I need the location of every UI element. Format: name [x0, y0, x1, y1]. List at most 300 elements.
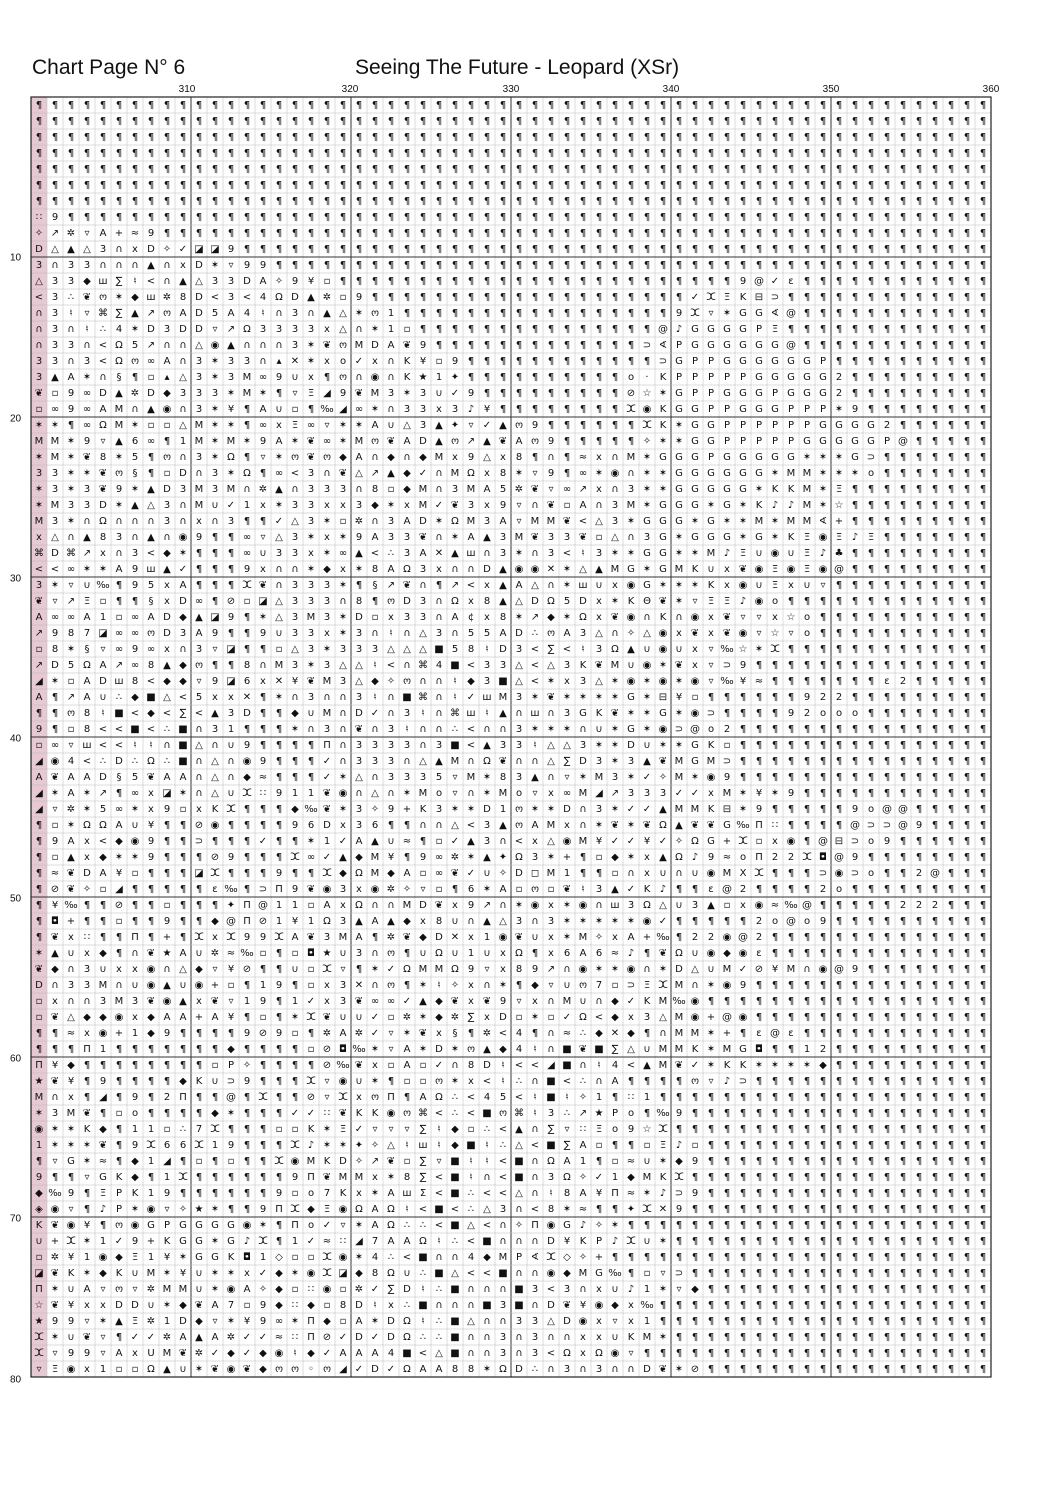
- stitch-symbol: ¶: [756, 1188, 762, 1199]
- stitch-symbol: ¶: [212, 532, 218, 543]
- stitch-symbol: ¶: [756, 1124, 762, 1135]
- stitch-symbol: ¶: [756, 196, 762, 207]
- stitch-symbol: ✶: [211, 1268, 219, 1279]
- stitch-symbol: ◆: [627, 1028, 635, 1039]
- stitch-symbol: ≈: [723, 852, 731, 863]
- stitch-symbol: ¶: [916, 644, 922, 655]
- stitch-symbol: ¶: [404, 132, 410, 143]
- stitch-symbol: ▿: [820, 580, 825, 591]
- stitch-symbol: D: [355, 708, 363, 719]
- stitch-symbol: ¶: [948, 852, 954, 863]
- stitch-symbol: ¶: [756, 1204, 762, 1215]
- stitch-symbol: ¶: [404, 852, 410, 863]
- stitch-symbol: ¶: [964, 1188, 970, 1199]
- stitch-symbol: ▴: [276, 356, 281, 367]
- stitch-symbol: ✧: [499, 868, 507, 879]
- stitch-symbol: ¶: [196, 164, 202, 175]
- stitch-symbol: M: [419, 500, 428, 511]
- stitch-symbol: <: [115, 740, 123, 751]
- stitch-symbol: ¶: [164, 196, 170, 207]
- stitch-symbol: 8: [84, 708, 90, 719]
- stitch-symbol: П: [243, 900, 251, 911]
- stitch-symbol: 3: [228, 516, 234, 527]
- stitch-symbol: ¶: [964, 884, 970, 895]
- stitch-symbol: ¶: [564, 148, 570, 159]
- stitch-symbol: ✓: [627, 836, 635, 847]
- stitch-symbol: ∪: [211, 1076, 218, 1087]
- stitch-symbol: ¶: [244, 116, 250, 127]
- stitch-symbol: ✶: [579, 692, 587, 703]
- stitch-symbol: ♮: [437, 1140, 441, 1151]
- stitch-symbol: ◆: [627, 1172, 635, 1183]
- stitch-symbol: M: [675, 772, 684, 783]
- stitch-symbol: 9: [292, 276, 298, 287]
- stitch-symbol: ¶: [132, 884, 138, 895]
- stitch-symbol: ¶: [980, 1204, 986, 1215]
- stitch-symbol: ▿: [100, 436, 105, 447]
- stitch-symbol: ¶: [948, 164, 954, 175]
- stitch-symbol: 3: [36, 356, 42, 367]
- stitch-symbol: 8: [436, 916, 442, 927]
- stitch-symbol: ¶: [612, 404, 618, 415]
- stitch-symbol: ¶: [900, 276, 906, 287]
- stitch-symbol: ✶: [67, 468, 75, 479]
- stitch-symbol: ¶: [788, 948, 794, 959]
- stitch-symbol: ∩: [435, 692, 442, 703]
- stitch-symbol: ◉: [707, 868, 716, 879]
- stitch-symbol: 9: [356, 292, 362, 303]
- stitch-symbol: ✶: [307, 564, 315, 575]
- stitch-symbol: ¶: [772, 740, 778, 751]
- stitch-symbol: ◆: [67, 1060, 75, 1071]
- stitch-symbol: ¶: [820, 1028, 826, 1039]
- stitch-symbol: ✶: [787, 1060, 795, 1071]
- stitch-symbol: ■: [546, 1140, 555, 1151]
- stitch-symbol: Ω: [547, 1156, 555, 1167]
- stitch-symbol: ¶: [788, 1108, 794, 1119]
- stitch-symbol: @: [850, 820, 860, 831]
- stitch-symbol: x: [180, 260, 186, 271]
- stitch-symbol: ¶: [340, 116, 346, 127]
- stitch-symbol: ¶: [36, 900, 42, 911]
- stitch-symbol: ¶: [884, 564, 890, 575]
- stitch-symbol: A: [276, 436, 283, 447]
- stitch-symbol: ✶: [115, 500, 123, 511]
- stitch-symbol: ¶: [788, 1300, 794, 1311]
- stitch-symbol: ¶: [932, 452, 938, 463]
- stitch-symbol: ▲: [643, 756, 651, 767]
- stitch-symbol: ¶: [612, 1252, 618, 1263]
- stitch-symbol: 3: [340, 676, 346, 687]
- stitch-symbol: ✶: [499, 980, 507, 991]
- stitch-symbol: ¶: [740, 148, 746, 159]
- stitch-symbol: ¶: [724, 260, 730, 271]
- stitch-symbol: ¶: [36, 1044, 42, 1055]
- stitch-symbol: ¶: [148, 100, 154, 111]
- stitch-symbol: A: [356, 1316, 363, 1327]
- stitch-symbol: ▿: [484, 964, 489, 975]
- stitch-symbol: ¶: [820, 1316, 826, 1327]
- stitch-symbol: ◪: [194, 868, 203, 879]
- stitch-symbol: ✶: [371, 1188, 379, 1199]
- stitch-symbol: M: [675, 980, 684, 991]
- stitch-symbol: ∩: [595, 500, 602, 511]
- stitch-symbol: ¶: [948, 836, 954, 847]
- stitch-symbol: A: [292, 932, 299, 943]
- stitch-symbol: ¶: [900, 852, 906, 863]
- stitch-symbol: ▫: [340, 1284, 347, 1295]
- stitch-symbol: 3: [260, 324, 266, 335]
- stitch-symbol: ■: [562, 1060, 571, 1071]
- stitch-symbol: ¶: [36, 180, 42, 191]
- stitch-symbol: △: [275, 532, 283, 543]
- stitch-symbol: ∩: [627, 532, 634, 543]
- stitch-symbol: ▿: [164, 1204, 169, 1215]
- stitch-symbol: ¶: [308, 148, 314, 159]
- stitch-symbol: ¶: [868, 1012, 874, 1023]
- stitch-symbol: ¶: [804, 1028, 810, 1039]
- stitch-symbol: ∩: [355, 788, 362, 799]
- stitch-symbol: 9: [228, 612, 234, 623]
- stitch-symbol: K: [340, 1188, 347, 1199]
- stitch-symbol: ¶: [964, 292, 970, 303]
- stitch-symbol: ✓: [595, 1172, 603, 1183]
- stitch-symbol: ✶: [67, 820, 75, 831]
- stitch-symbol: 3: [228, 356, 234, 367]
- stitch-symbol: ¶: [324, 196, 330, 207]
- stitch-symbol: x: [612, 580, 618, 591]
- stitch-symbol: P: [884, 436, 890, 447]
- stitch-symbol: A: [84, 676, 91, 687]
- stitch-symbol: ¥: [228, 964, 234, 975]
- stitch-symbol: 3: [340, 884, 346, 895]
- stitch-symbol: П: [291, 1220, 299, 1231]
- stitch-symbol: ¶: [932, 916, 938, 927]
- stitch-symbol: ¶: [724, 708, 730, 719]
- stitch-symbol: 3: [356, 500, 362, 511]
- stitch-symbol: ❦: [35, 388, 43, 399]
- stitch-symbol: ◆: [147, 1028, 155, 1039]
- stitch-symbol: ¶: [948, 916, 954, 927]
- stitch-symbol: ✶: [243, 436, 251, 447]
- stitch-symbol: ¶: [292, 100, 298, 111]
- stitch-symbol: ◆: [355, 1268, 363, 1279]
- stitch-symbol: ✶: [35, 484, 43, 495]
- stitch-symbol: A: [68, 772, 75, 783]
- stitch-symbol: ¶: [788, 868, 794, 879]
- stitch-symbol: ¶: [180, 932, 186, 943]
- stitch-symbol: A: [148, 612, 155, 623]
- stitch-symbol: ¶: [196, 212, 202, 223]
- stitch-symbol: ▫: [36, 996, 43, 1007]
- stitch-symbol: ¶: [724, 692, 730, 703]
- stitch-symbol: ¶: [916, 196, 922, 207]
- stitch-symbol: ◉: [835, 868, 844, 879]
- stitch-symbol: ⵋ: [210, 1124, 220, 1135]
- stitch-symbol: Ξ: [724, 596, 730, 607]
- stitch-symbol: ¶: [276, 244, 282, 255]
- stitch-symbol: ¶: [500, 388, 506, 399]
- stitch-symbol: A: [116, 564, 123, 575]
- stitch-symbol: ¶: [884, 356, 890, 367]
- stitch-symbol: ¶: [948, 324, 954, 335]
- stitch-symbol: ¶: [756, 1236, 762, 1247]
- stitch-symbol: ∴: [420, 1220, 426, 1231]
- stitch-symbol: ¶: [164, 164, 170, 175]
- stitch-symbol: 3: [660, 788, 666, 799]
- stitch-symbol: ∩: [531, 1236, 538, 1247]
- stitch-symbol: M: [323, 676, 332, 687]
- stitch-symbol: A: [516, 436, 523, 447]
- stitch-symbol: ¶: [100, 180, 106, 191]
- stitch-symbol: ▫: [612, 1156, 619, 1167]
- stitch-symbol: M: [163, 1284, 172, 1295]
- stitch-symbol: ¶: [804, 660, 810, 671]
- stitch-symbol: ◆: [323, 564, 331, 575]
- stitch-symbol: ¶: [804, 276, 810, 287]
- stitch-symbol: ¶: [612, 340, 618, 351]
- stitch-symbol: x: [340, 564, 346, 575]
- stitch-symbol: ¶: [116, 1332, 122, 1343]
- stitch-symbol: ¶: [820, 308, 826, 319]
- stitch-symbol: A: [84, 612, 91, 623]
- stitch-symbol: ◉: [35, 1124, 44, 1135]
- stitch-symbol: ∩: [659, 1028, 666, 1039]
- stitch-symbol: ¶: [932, 596, 938, 607]
- stitch-symbol: <: [371, 548, 379, 559]
- stitch-symbol: ¶: [836, 1300, 842, 1311]
- stitch-symbol: △: [579, 564, 587, 575]
- stitch-symbol: ∩: [515, 756, 522, 767]
- stitch-symbol: ¶: [244, 1156, 250, 1167]
- stitch-symbol: 3: [580, 740, 586, 751]
- stitch-symbol: ▿: [84, 1172, 89, 1183]
- stitch-symbol: ¶: [244, 100, 250, 111]
- stitch-symbol: ¶: [980, 292, 986, 303]
- stitch-symbol: ▫: [340, 516, 347, 527]
- stitch-symbol: ¶: [948, 596, 954, 607]
- stitch-symbol: ¶: [740, 1156, 746, 1167]
- stitch-symbol: ∩: [355, 324, 362, 335]
- stitch-symbol: ⊘: [323, 1044, 331, 1055]
- stitch-symbol: ¶: [708, 1348, 714, 1359]
- stitch-symbol: ∪: [131, 820, 138, 831]
- stitch-symbol: ¶: [932, 1188, 938, 1199]
- stitch-symbol: D: [483, 564, 491, 575]
- stitch-symbol: D: [163, 612, 171, 623]
- stitch-symbol: ¶: [628, 132, 634, 143]
- stitch-symbol: ▲: [227, 340, 235, 351]
- stitch-symbol: 2: [932, 900, 938, 911]
- stitch-symbol: ¶: [324, 244, 330, 255]
- stitch-symbol: G: [819, 420, 827, 431]
- stitch-symbol: ❦: [339, 468, 347, 479]
- stitch-symbol: ¶: [804, 676, 810, 687]
- stitch-symbol: ¶: [852, 132, 858, 143]
- stitch-symbol: 3: [388, 532, 394, 543]
- stitch-symbol: ≈: [627, 1188, 635, 1199]
- stitch-symbol: ¶: [644, 1076, 650, 1087]
- stitch-symbol: 9: [692, 1156, 698, 1167]
- stitch-symbol: ♮: [533, 1108, 537, 1119]
- stitch-symbol: ✓: [259, 836, 267, 847]
- stitch-symbol: ¶: [468, 276, 474, 287]
- stitch-symbol: ¶: [964, 1284, 970, 1295]
- stitch-symbol: ✧: [595, 932, 603, 943]
- stitch-symbol: @: [898, 436, 908, 447]
- stitch-symbol: ¶: [964, 1364, 970, 1375]
- stitch-symbol: ∴: [100, 756, 106, 767]
- stitch-symbol: ¶: [644, 244, 650, 255]
- stitch-symbol: ¶: [580, 324, 586, 335]
- stitch-symbol: ¶: [148, 1108, 154, 1119]
- stitch-symbol: P: [676, 372, 682, 383]
- stitch-symbol: ¶: [804, 836, 810, 847]
- stitch-symbol: x: [164, 596, 170, 607]
- stitch-symbol: ✶: [387, 1172, 395, 1183]
- stitch-symbol: ¶: [756, 180, 762, 191]
- stitch-symbol: 3: [452, 404, 458, 415]
- stitch-symbol: ∩: [179, 516, 186, 527]
- stitch-symbol: ∪: [67, 948, 74, 959]
- stitch-symbol: ¶: [724, 1268, 730, 1279]
- stitch-symbol: K: [228, 1252, 235, 1263]
- stitch-symbol: 9: [740, 276, 746, 287]
- stitch-symbol: ¶: [644, 276, 650, 287]
- stitch-symbol: ¥: [644, 836, 650, 847]
- stitch-symbol: ▲: [595, 564, 603, 575]
- stitch-symbol: ¶: [292, 1092, 298, 1103]
- stitch-symbol: A: [180, 1012, 187, 1023]
- stitch-symbol: ¶: [868, 404, 874, 415]
- stitch-symbol: @: [226, 916, 236, 927]
- stitch-symbol: ∢: [819, 516, 827, 527]
- stitch-symbol: ¶: [660, 180, 666, 191]
- stitch-symbol: ¶: [772, 1364, 778, 1375]
- stitch-symbol: ¶: [772, 244, 778, 255]
- stitch-symbol: ✶: [67, 484, 75, 495]
- stitch-symbol: ✶: [227, 1316, 235, 1327]
- stitch-symbol: ¶: [660, 260, 666, 271]
- stitch-symbol: 9: [500, 996, 506, 1007]
- stitch-symbol: ∪: [67, 1284, 74, 1295]
- stitch-symbol: o: [836, 884, 842, 895]
- stitch-symbol: ¶: [916, 340, 922, 351]
- stitch-symbol: ¶: [516, 132, 522, 143]
- stitch-symbol: ¶: [948, 1364, 954, 1375]
- stitch-symbol: 3: [500, 1300, 506, 1311]
- stitch-symbol: ¶: [980, 500, 986, 511]
- stitch-symbol: x: [628, 1300, 634, 1311]
- stitch-symbol: ¶: [68, 100, 74, 111]
- stitch-symbol: ◘: [819, 852, 827, 863]
- stitch-symbol: G: [755, 468, 763, 479]
- stitch-symbol: D: [115, 1300, 123, 1311]
- stitch-symbol: ¶: [900, 532, 906, 543]
- stitch-symbol: ¶: [852, 660, 858, 671]
- stitch-symbol: ¶: [884, 548, 890, 559]
- stitch-symbol: ∴: [388, 548, 394, 559]
- stitch-symbol: ¶: [228, 820, 234, 831]
- stitch-symbol: 9: [852, 804, 858, 815]
- stitch-symbol: A: [356, 836, 363, 847]
- stitch-symbol: ¶: [980, 1220, 986, 1231]
- stitch-symbol: 9: [228, 244, 234, 255]
- stitch-symbol: x: [612, 932, 618, 943]
- stitch-symbol: ¶: [804, 996, 810, 1007]
- stitch-symbol: ✓: [675, 788, 683, 799]
- stitch-symbol: D: [499, 1012, 507, 1023]
- stitch-symbol: ¶: [788, 164, 794, 175]
- stitch-symbol: ∩: [675, 868, 682, 879]
- stitch-symbol: G: [707, 436, 715, 447]
- stitch-symbol: 3: [132, 996, 138, 1007]
- stitch-symbol: ¶: [772, 932, 778, 943]
- stitch-symbol: <: [531, 660, 539, 671]
- stitch-symbol: M: [163, 1348, 172, 1359]
- stitch-symbol: ✧: [259, 1284, 267, 1295]
- stitch-symbol: ¶: [836, 804, 842, 815]
- stitch-symbol: D: [163, 484, 171, 495]
- stitch-symbol: G: [211, 1252, 219, 1263]
- stitch-symbol: ¶: [612, 356, 618, 367]
- stitch-symbol: x: [468, 932, 474, 943]
- stitch-symbol: 3: [516, 1316, 522, 1327]
- stitch-symbol: ¶: [660, 276, 666, 287]
- stitch-symbol: ¶: [980, 228, 986, 239]
- stitch-symbol: P: [804, 420, 810, 431]
- stitch-symbol: ш: [482, 692, 491, 703]
- stitch-symbol: ▫: [548, 1012, 555, 1023]
- stitch-symbol: ¶: [596, 436, 602, 447]
- stitch-symbol: ¶: [596, 132, 602, 143]
- stitch-symbol: ◉: [339, 788, 348, 799]
- row-label-60: 60: [10, 1054, 21, 1065]
- stitch-symbol: ¶: [628, 308, 634, 319]
- stitch-symbol: G: [675, 484, 683, 495]
- stitch-symbol: ¶: [820, 1108, 826, 1119]
- stitch-symbol: ε: [756, 1028, 761, 1039]
- stitch-symbol: ¶: [724, 1284, 730, 1295]
- stitch-symbol: <: [467, 1092, 475, 1103]
- stitch-symbol: 7: [324, 1188, 330, 1199]
- stitch-symbol: ❦: [659, 596, 667, 607]
- stitch-symbol: ¶: [452, 324, 458, 335]
- stitch-symbol: ¶: [820, 1012, 826, 1023]
- stitch-symbol: ▫: [36, 1012, 43, 1023]
- stitch-symbol: <: [515, 836, 523, 847]
- stitch-symbol: ◆: [387, 868, 395, 879]
- stitch-symbol: ∪: [803, 580, 810, 591]
- stitch-symbol: ¶: [948, 1220, 954, 1231]
- stitch-symbol: ▲: [131, 500, 139, 511]
- stitch-symbol: ¶: [884, 484, 890, 495]
- stitch-symbol: <: [435, 1220, 443, 1231]
- stitch-symbol: ¶: [868, 484, 874, 495]
- stitch-symbol: ♪: [660, 884, 666, 895]
- stitch-symbol: ¶: [660, 148, 666, 159]
- stitch-symbol: ¶: [964, 164, 970, 175]
- stitch-symbol: ∩: [83, 340, 90, 351]
- stitch-symbol: ¶: [836, 1108, 842, 1119]
- stitch-symbol: ¶: [612, 1092, 618, 1103]
- stitch-symbol: 3: [308, 644, 314, 655]
- stitch-symbol: ✶: [339, 532, 347, 543]
- stitch-symbol: ¶: [676, 132, 682, 143]
- stitch-symbol: ¶: [836, 276, 842, 287]
- stitch-symbol: ◆: [99, 1124, 107, 1135]
- stitch-symbol: ¶: [932, 1140, 938, 1151]
